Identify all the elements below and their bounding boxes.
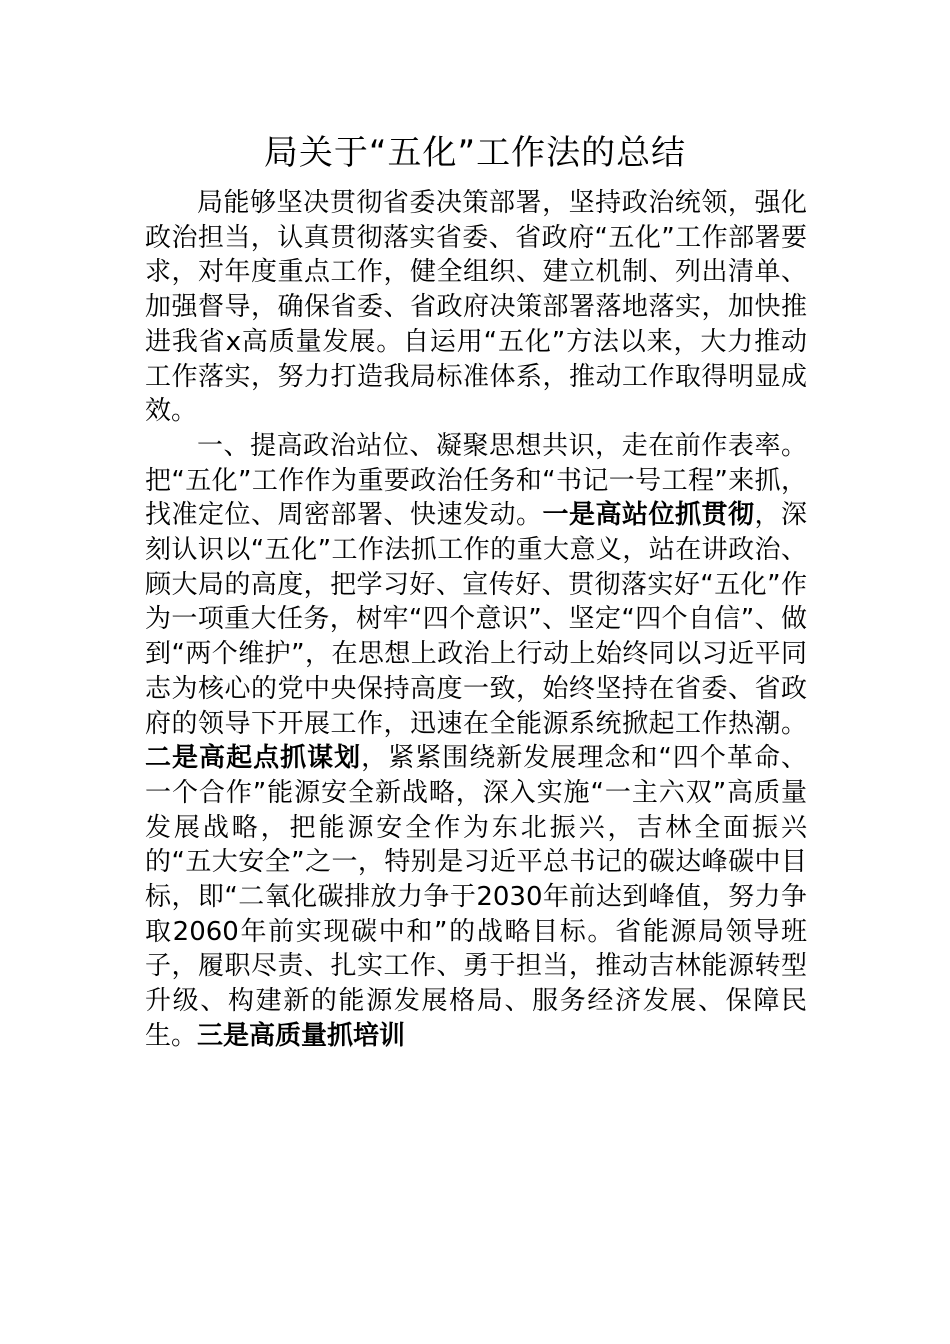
paragraph-segment: 一、提高政治站位、凝聚思想共识，走在前作表率。把“五化”工作作为重要政治任务和“书记一号工程”来抓，找准定位、周密部署、快速发动。 <box>145 430 807 531</box>
bold-heading-two: 二是高起点抓谋划 <box>145 743 362 774</box>
bold-heading-one: 一是高站位抓贯彻 <box>542 500 755 531</box>
bold-heading-three: 三是高质量抓培训 <box>197 1020 406 1051</box>
paragraph-segment: ，深刻认识以“五化”工作法抓工作的重大意义，站在讲政治、顾大局的高度，把学习好、宣传好、贯彻落实好“五化”作为一项重大任务，树牢“四个意识”、坚定“四个自信”、做到“两个维护”，在思想上政治上行动上始终同以习近平同志为核心的党中央保持高度一致，始终坚持在省委、省政府的领导下开展工作，迅速在全能源系统掀起工作热潮。 <box>145 500 807 739</box>
paragraph-segment: 局能够坚决贯彻省委决策部署，坚持政治统领，强化政治担当，认真贯彻落实省委、省政府“五化”工作部署要求，对年度重点工作，健全组织、建立机制、列出清单、加强督导，确保省委、省政府决策部署落地落实，加快推进我省x高质量发展。自运用“五化”方法以来，大力推动工作落实，努力打造我局标准体系，推动工作取得明显成效。 <box>145 188 807 427</box>
paragraph-section-one <box>145 429 807 1054</box>
document-body <box>145 186 807 1054</box>
document-title: 局关于“五化”工作法的总结 <box>263 133 687 173</box>
paragraph-segment: ，紧紧围绕新发展理念和“四个革命、一个合作”能源安全新战略，深入实施“一主六双”高质量发展战略，把能源安全作为东北振兴，吉林全面振兴的“五大安全”之一，特别是习近平总书记的碳达峰碳中目标，即“二氧化碳排放力争于2030年前达到峰值，努力争取2060年前实现碳中和”的战略目标。省能源局领导班子，履职尽责、扎实工作、勇于担当，推动吉林能源转型升级、构建新的能源发展格局、服务经济发展、保障民生。 <box>145 743 807 1051</box>
paragraph-intro <box>145 186 807 429</box>
